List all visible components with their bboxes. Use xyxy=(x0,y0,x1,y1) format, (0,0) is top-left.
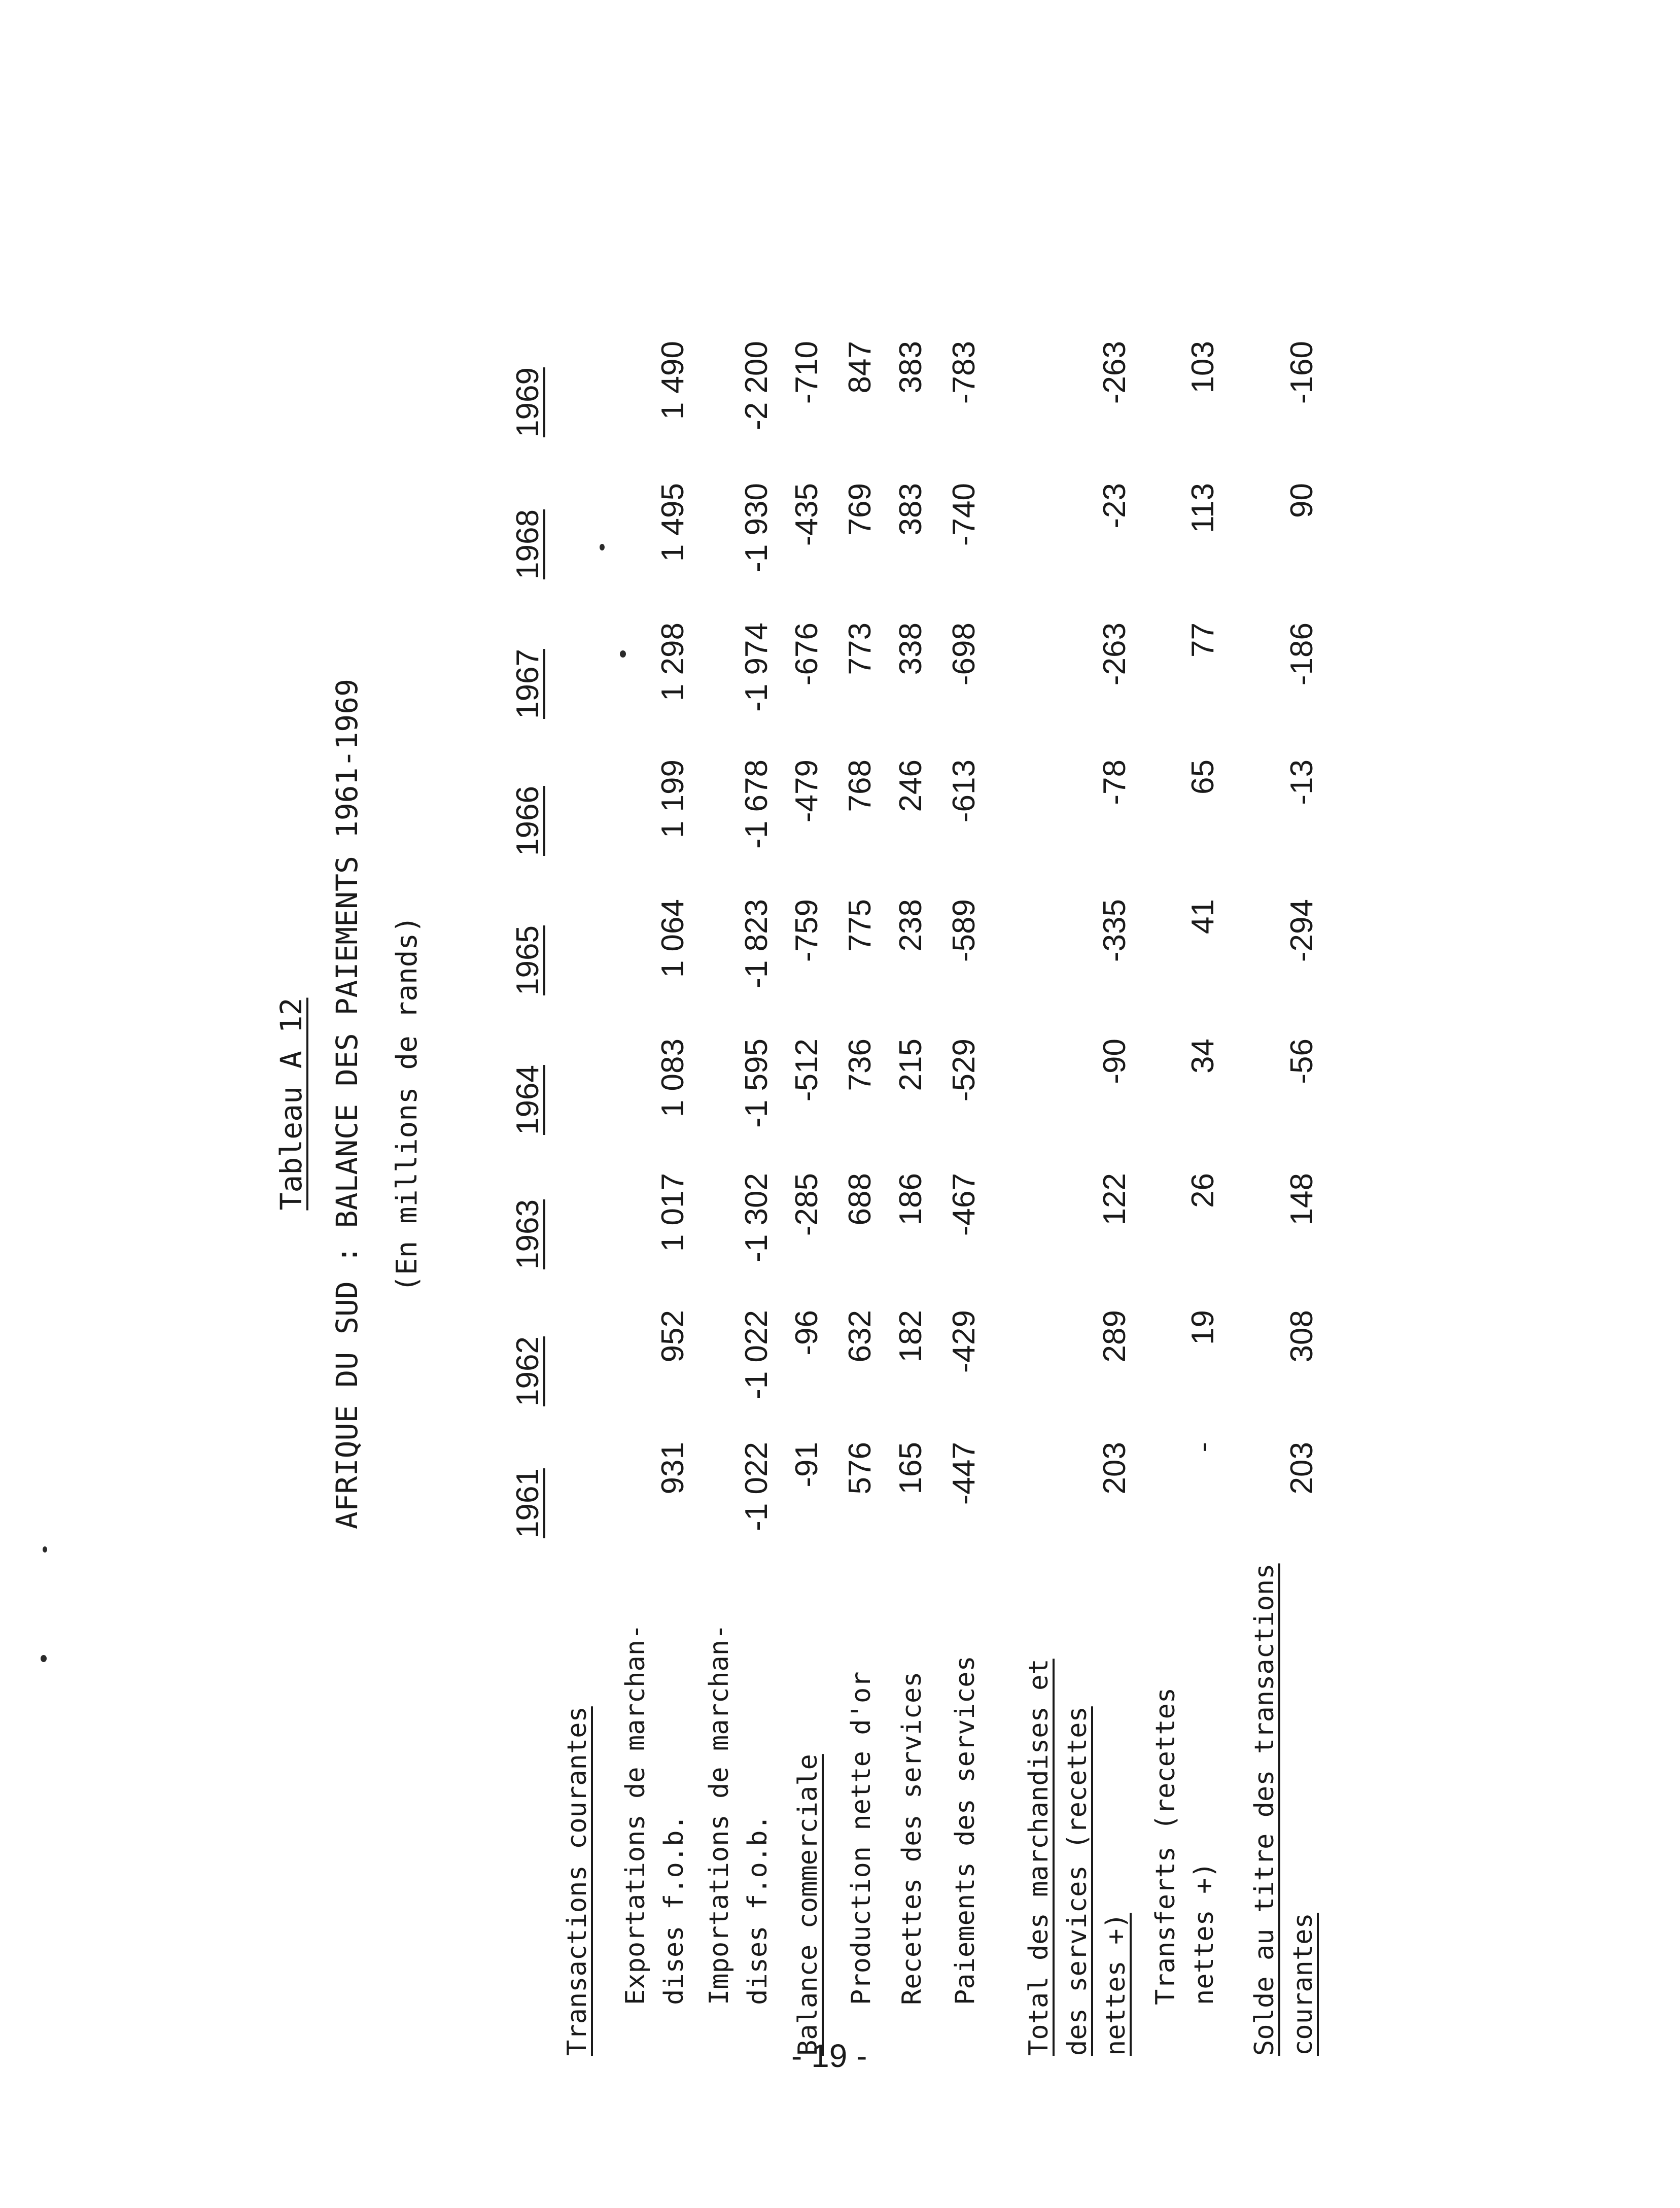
year-header: 1964 xyxy=(510,1065,545,1135)
table-cell: -263 xyxy=(1097,341,1132,404)
year-header: 1962 xyxy=(510,1336,545,1406)
table-cell: 215 xyxy=(893,1039,928,1091)
table-cell: -512 xyxy=(789,1039,824,1102)
table-cell: 41 xyxy=(1185,899,1220,934)
table-cell: 952 xyxy=(655,1310,690,1363)
table-cell: -285 xyxy=(789,1173,824,1236)
year-header: 1966 xyxy=(510,786,545,856)
table-cell: 34 xyxy=(1185,1039,1220,1074)
row-label: Paiements des services xyxy=(950,1655,981,2005)
table-cell: -1 823 xyxy=(739,899,774,988)
table-cell: -447 xyxy=(947,1442,982,1505)
table-cell: -186 xyxy=(1284,623,1319,686)
table-cell: 736 xyxy=(843,1039,878,1091)
table-cell: -710 xyxy=(789,341,824,404)
table-cell: -78 xyxy=(1097,760,1132,805)
table-cell: 1 017 xyxy=(655,1173,690,1252)
table-cell: -13 xyxy=(1284,760,1319,805)
table-cell: 122 xyxy=(1097,1173,1132,1226)
table-cell: -335 xyxy=(1097,899,1132,962)
table-cell: -56 xyxy=(1284,1039,1319,1084)
table-cell: -294 xyxy=(1284,899,1319,962)
scan-speck xyxy=(43,1546,47,1552)
year-header: 1967 xyxy=(510,649,545,719)
table-cell: -160 xyxy=(1284,341,1319,404)
table-cell: -96 xyxy=(789,1310,824,1356)
table-cell: 77 xyxy=(1185,623,1220,658)
table-cell: 203 xyxy=(1284,1442,1319,1495)
table-cell: -529 xyxy=(947,1039,982,1102)
table-cell: 383 xyxy=(893,483,928,536)
row-label: Transactions courantes xyxy=(562,1706,592,2056)
table-cell: 1 495 xyxy=(655,483,690,562)
table-cell: 289 xyxy=(1097,1310,1132,1363)
table-cell: 773 xyxy=(843,623,878,675)
table-cell: 148 xyxy=(1284,1173,1319,1226)
table-cell: -783 xyxy=(947,341,982,404)
table-cell: 632 xyxy=(843,1310,878,1363)
year-header: 1961 xyxy=(510,1468,545,1538)
table-cell: 1 064 xyxy=(655,899,690,978)
table-cell: -435 xyxy=(789,483,824,546)
table-cell: -91 xyxy=(789,1442,824,1488)
row-label: Importations de marchan- dises f.o.b. xyxy=(704,1624,773,2005)
table-cell: -698 xyxy=(947,623,982,686)
scan-speck xyxy=(600,544,605,550)
table-cell: 26 xyxy=(1185,1173,1220,1208)
table-cell: -263 xyxy=(1097,623,1132,686)
table-cell: 90 xyxy=(1284,483,1319,518)
table-cell: - xyxy=(1185,1442,1220,1453)
table-cell: 1 298 xyxy=(655,623,690,702)
table-cell: 847 xyxy=(843,341,878,394)
table-cell: -1 930 xyxy=(739,483,774,572)
table-cell: 775 xyxy=(843,899,878,952)
table-cell: 1 199 xyxy=(655,760,690,839)
table-cell: 246 xyxy=(893,760,928,812)
page-number: - 19 - xyxy=(791,2038,867,2074)
table-cell: -589 xyxy=(947,899,982,962)
table-cell: 768 xyxy=(843,760,878,812)
table-cell: 1 490 xyxy=(655,341,690,420)
table-cell: -90 xyxy=(1097,1039,1132,1084)
year-header: 1965 xyxy=(510,925,545,995)
table-number-text: Tableau A 12 xyxy=(274,997,308,1211)
table-cell: 931 xyxy=(655,1442,690,1495)
row-label: Balance commerciale xyxy=(793,1754,823,2056)
table-cell: -1 022 xyxy=(739,1310,774,1399)
year-header: 1963 xyxy=(510,1199,545,1269)
table-cell: 165 xyxy=(893,1442,928,1495)
table-cell: 769 xyxy=(843,483,878,536)
row-label: Exportations de marchan- dises f.o.b. xyxy=(620,1624,689,2005)
row-label: Production nette d'or xyxy=(846,1671,877,2005)
table-subtitle: (En millions de rands) xyxy=(391,916,424,1292)
table-cell: -676 xyxy=(789,623,824,686)
table-cell: 576 xyxy=(843,1442,878,1495)
table-cell: 65 xyxy=(1185,760,1220,795)
table-cell: 308 xyxy=(1284,1310,1319,1363)
table-cell: -1 974 xyxy=(739,623,774,712)
row-label: Total des marchandises et des services (recettes nettes +) xyxy=(1024,1659,1131,2056)
year-header: 1969 xyxy=(510,367,545,437)
table-cell: -1 595 xyxy=(739,1039,774,1128)
table-cell: -740 xyxy=(947,483,982,546)
table-cell: 238 xyxy=(893,899,928,952)
table-cell: -613 xyxy=(947,760,982,823)
table-cell: 113 xyxy=(1185,483,1220,533)
row-label: Recettes des services xyxy=(897,1671,927,2005)
table-cell: -467 xyxy=(947,1173,982,1236)
table-cell: -1 678 xyxy=(739,760,774,849)
table-cell: 338 xyxy=(893,623,928,675)
table-cell: 103 xyxy=(1185,341,1220,394)
scan-speck xyxy=(620,650,626,658)
table-cell: -2 200 xyxy=(739,341,774,430)
table-cell: 688 xyxy=(843,1173,878,1226)
table-cell: 203 xyxy=(1097,1442,1132,1495)
table-cell: -759 xyxy=(789,899,824,962)
table-cell: 186 xyxy=(893,1173,928,1226)
table-cell: 182 xyxy=(893,1310,928,1363)
scan-speck xyxy=(41,1655,47,1662)
table-cell: -429 xyxy=(947,1310,982,1373)
year-header: 1968 xyxy=(510,509,545,579)
row-label: Transferts (recettes nettes +) xyxy=(1150,1687,1219,2005)
table-cell: -479 xyxy=(789,760,824,823)
table-cell: 1 083 xyxy=(655,1039,690,1118)
table-cell: -1 302 xyxy=(739,1173,774,1262)
table-cell: 383 xyxy=(893,341,928,394)
table-cell: -23 xyxy=(1097,483,1132,529)
row-label: Solde au titre des transactions courantes xyxy=(1249,1563,1318,2056)
table-title: AFRIQUE DU SUD : BALANCE DES PAIEMENTS 1961-1969 xyxy=(330,678,364,1530)
table-number xyxy=(274,0,308,2208)
table-cell: -1 022 xyxy=(739,1442,774,1531)
table-cell: 19 xyxy=(1185,1310,1220,1345)
